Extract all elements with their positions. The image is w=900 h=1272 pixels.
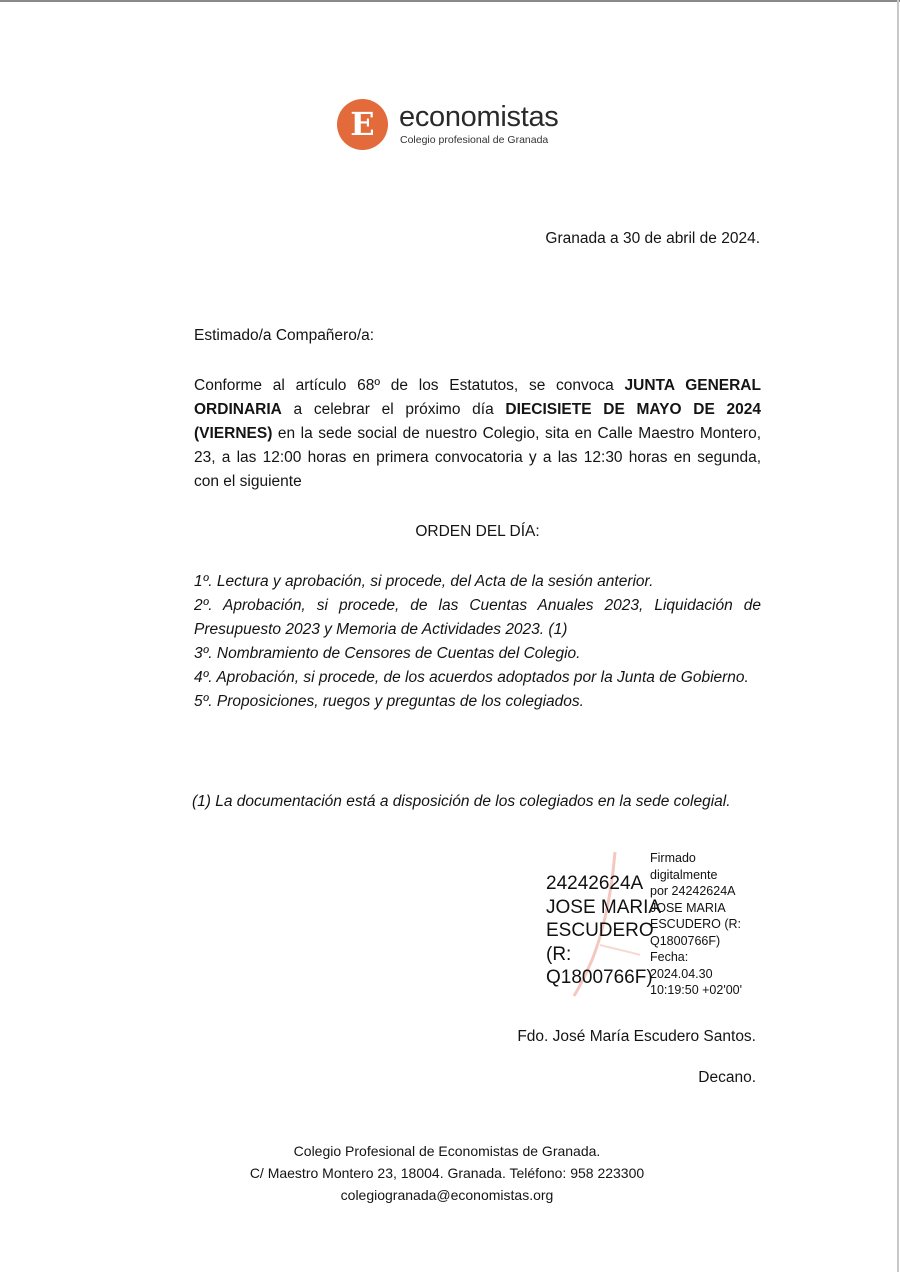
signature-detail-line: Firmado — [650, 851, 696, 865]
signature-detail-line: 2024.04.30 — [650, 966, 713, 981]
logo — [337, 99, 577, 155]
agenda-item: 1º. Lectura y aprobación, si procede, del Acta de la sesión anterior. — [194, 573, 654, 590]
date-line: Granada a 30 de abril de 2024. — [545, 230, 760, 247]
signature-detail-line: por 24242624A — [650, 884, 736, 898]
footer-email: colegiogranada@economistas.org — [340, 1187, 554, 1203]
agenda-item: 4º. Aprobación, si procede, de los acuerdos adoptados por la Junta de Gobierno. — [194, 669, 749, 686]
body-text-1: Conforme al artículo 68º de los Estatutos, se convoca — [194, 377, 625, 394]
agenda-item: 5º. Proposiciones, ruegos y preguntas de los colegiados. — [194, 693, 584, 710]
body-text-2: a celebrar el próximo día — [281, 401, 506, 418]
agenda-item: 2º. Aprobación, si procede, de las Cuentas Anuales 2023, Liquidación de Presupuesto 2023 y Memoria de Actividades 2023. (1) — [194, 597, 761, 638]
footer-line: C/ Maestro Montero 23, 18004. Granada. Teléfono: 958 223300 — [249, 1165, 645, 1181]
greeting: Estimado/a Compañero/a: — [194, 327, 375, 344]
footer — [220, 1140, 674, 1206]
signature-name-line: ESCUDERO — [546, 920, 654, 941]
signature-detail-line: Q1800766F) — [650, 933, 721, 948]
agenda-title: ORDEN DEL DÍA: — [415, 523, 540, 540]
logo-name: economistas — [399, 101, 559, 133]
signature-name-line: JOSE MARIA — [546, 896, 662, 918]
signature-detail-line: digitalmente — [650, 867, 718, 882]
scan-right-edge — [897, 0, 899, 1272]
signature-name-line: (R: — [546, 943, 572, 965]
agenda-list — [194, 570, 761, 714]
signature-details — [650, 850, 742, 999]
signature-detail-line: JOSE MARIA — [650, 900, 726, 915]
footer-line: Colegio Profesional de Economistas de Granada. — [293, 1143, 601, 1159]
signature-detail-line: ESCUDERO (R: — [650, 917, 741, 931]
logo-subtitle: Colegio profesional de Granada — [400, 134, 549, 146]
signature-name-line: 24242624A — [546, 873, 644, 894]
body-text-3: en la sede social de nuestro Colegio, sita en Calle Maestro Montero, 23, a las 12:00 horas en primera convocatoria y a las 12:30 horas en segunda, con el siguiente — [194, 425, 761, 490]
agenda-item: 3º. Nombramiento de Censores de Cuentas del Colegio. — [194, 645, 581, 662]
body-bold-2: DIECISIETE DE MAYO DE 2024 (VIERNES) — [194, 401, 761, 442]
body-paragraph — [194, 374, 761, 494]
signature-detail-line: 10:19:50 +02'00' — [650, 983, 743, 997]
signed-by: Fdo. José María Escudero Santos. — [517, 1028, 756, 1045]
signature-name-block — [546, 872, 661, 990]
signature-detail-line: Fecha: — [650, 950, 689, 964]
signature-name-line: Q1800766F) — [546, 967, 653, 988]
body-bold-1: JUNTA GENERAL ORDINARIA — [194, 377, 761, 418]
logo-mark-icon: E — [337, 99, 388, 150]
signer-role: Decano. — [698, 1069, 756, 1086]
scan-top-edge — [0, 0, 900, 2]
footnote: (1) La documentación está a disposición de los colegiados en la sede colegial. — [192, 793, 731, 810]
